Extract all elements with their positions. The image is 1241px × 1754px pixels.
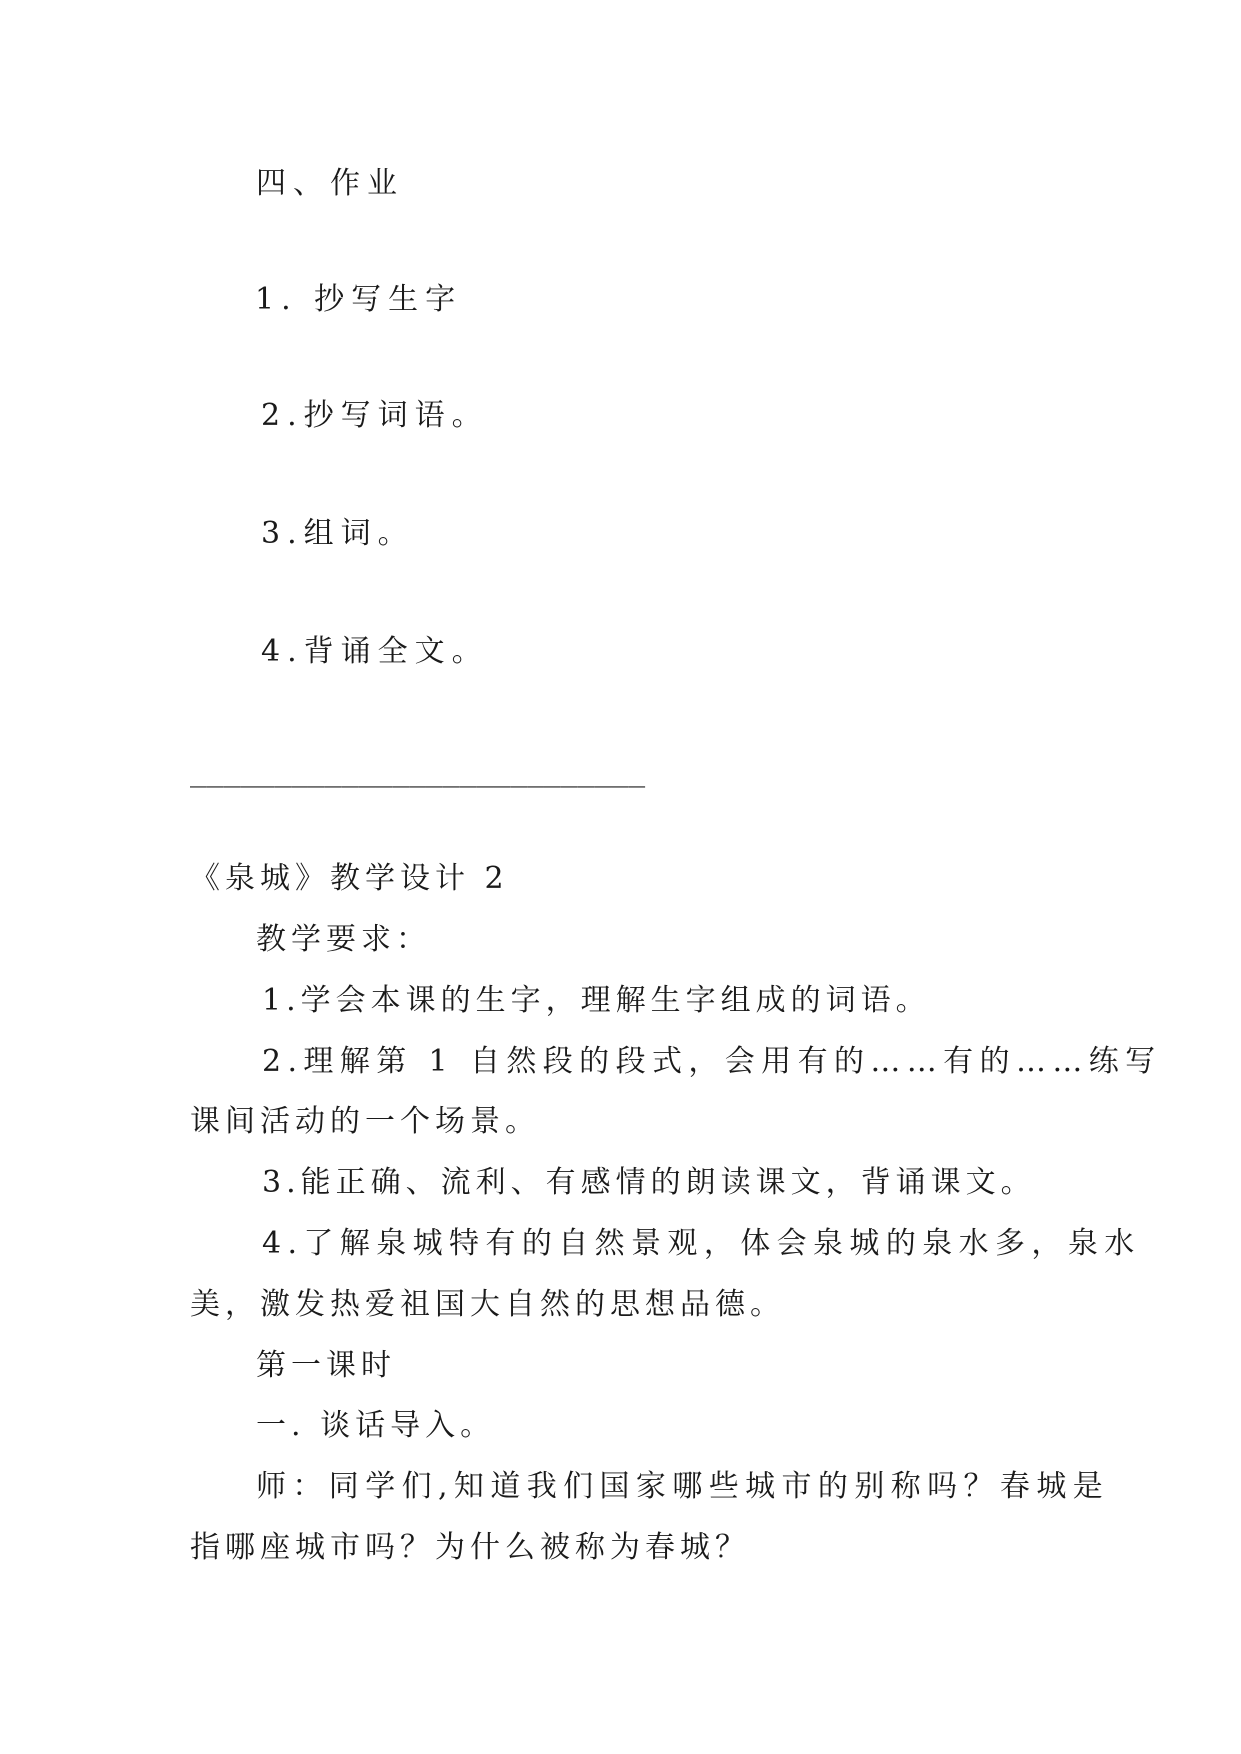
design-title: 《泉城》教学设计 2 bbox=[190, 861, 509, 896]
homework-item-2: 2.抄写词语。 bbox=[261, 398, 489, 433]
requirement-1: 1.学会本课的生字，理解生字组成的词语。 bbox=[262, 983, 931, 1018]
homework-item-1: 1. 抄写生字 bbox=[255, 282, 463, 317]
requirement-3: 3.能正确、流利、有感情的朗读课文，背诵课文。 bbox=[262, 1165, 1036, 1200]
homework-item-4: 4.背诵全文。 bbox=[261, 634, 489, 669]
homework-item-3: 3.组词。 bbox=[261, 516, 415, 551]
teacher-line-1: 师：同学们,知道我们国家哪些城市的别称吗？春城是 bbox=[256, 1469, 1110, 1504]
requirement-4-line-1: 4.了解泉城特有的自然景观，体会泉城的泉水多，泉水 bbox=[262, 1226, 1141, 1261]
requirements-heading: 教学要求： bbox=[256, 922, 431, 957]
step-1-heading: 一. 谈话导入。 bbox=[256, 1408, 496, 1443]
section-divider: ___________________________ bbox=[190, 755, 646, 788]
requirement-2-line-1: 2.理解第 1 自然段的段式，会用有的……有的……练写 bbox=[262, 1044, 1162, 1079]
requirement-2-line-2: 课间活动的一个场景。 bbox=[190, 1104, 540, 1139]
lesson-heading: 第一课时 bbox=[256, 1348, 396, 1383]
requirement-4-line-2: 美，激发热爱祖国大自然的思想品德。 bbox=[190, 1287, 785, 1322]
homework-heading: 四、作业 bbox=[256, 166, 404, 201]
teacher-line-2: 指哪座城市吗？为什么被称为春城？ bbox=[190, 1530, 750, 1565]
